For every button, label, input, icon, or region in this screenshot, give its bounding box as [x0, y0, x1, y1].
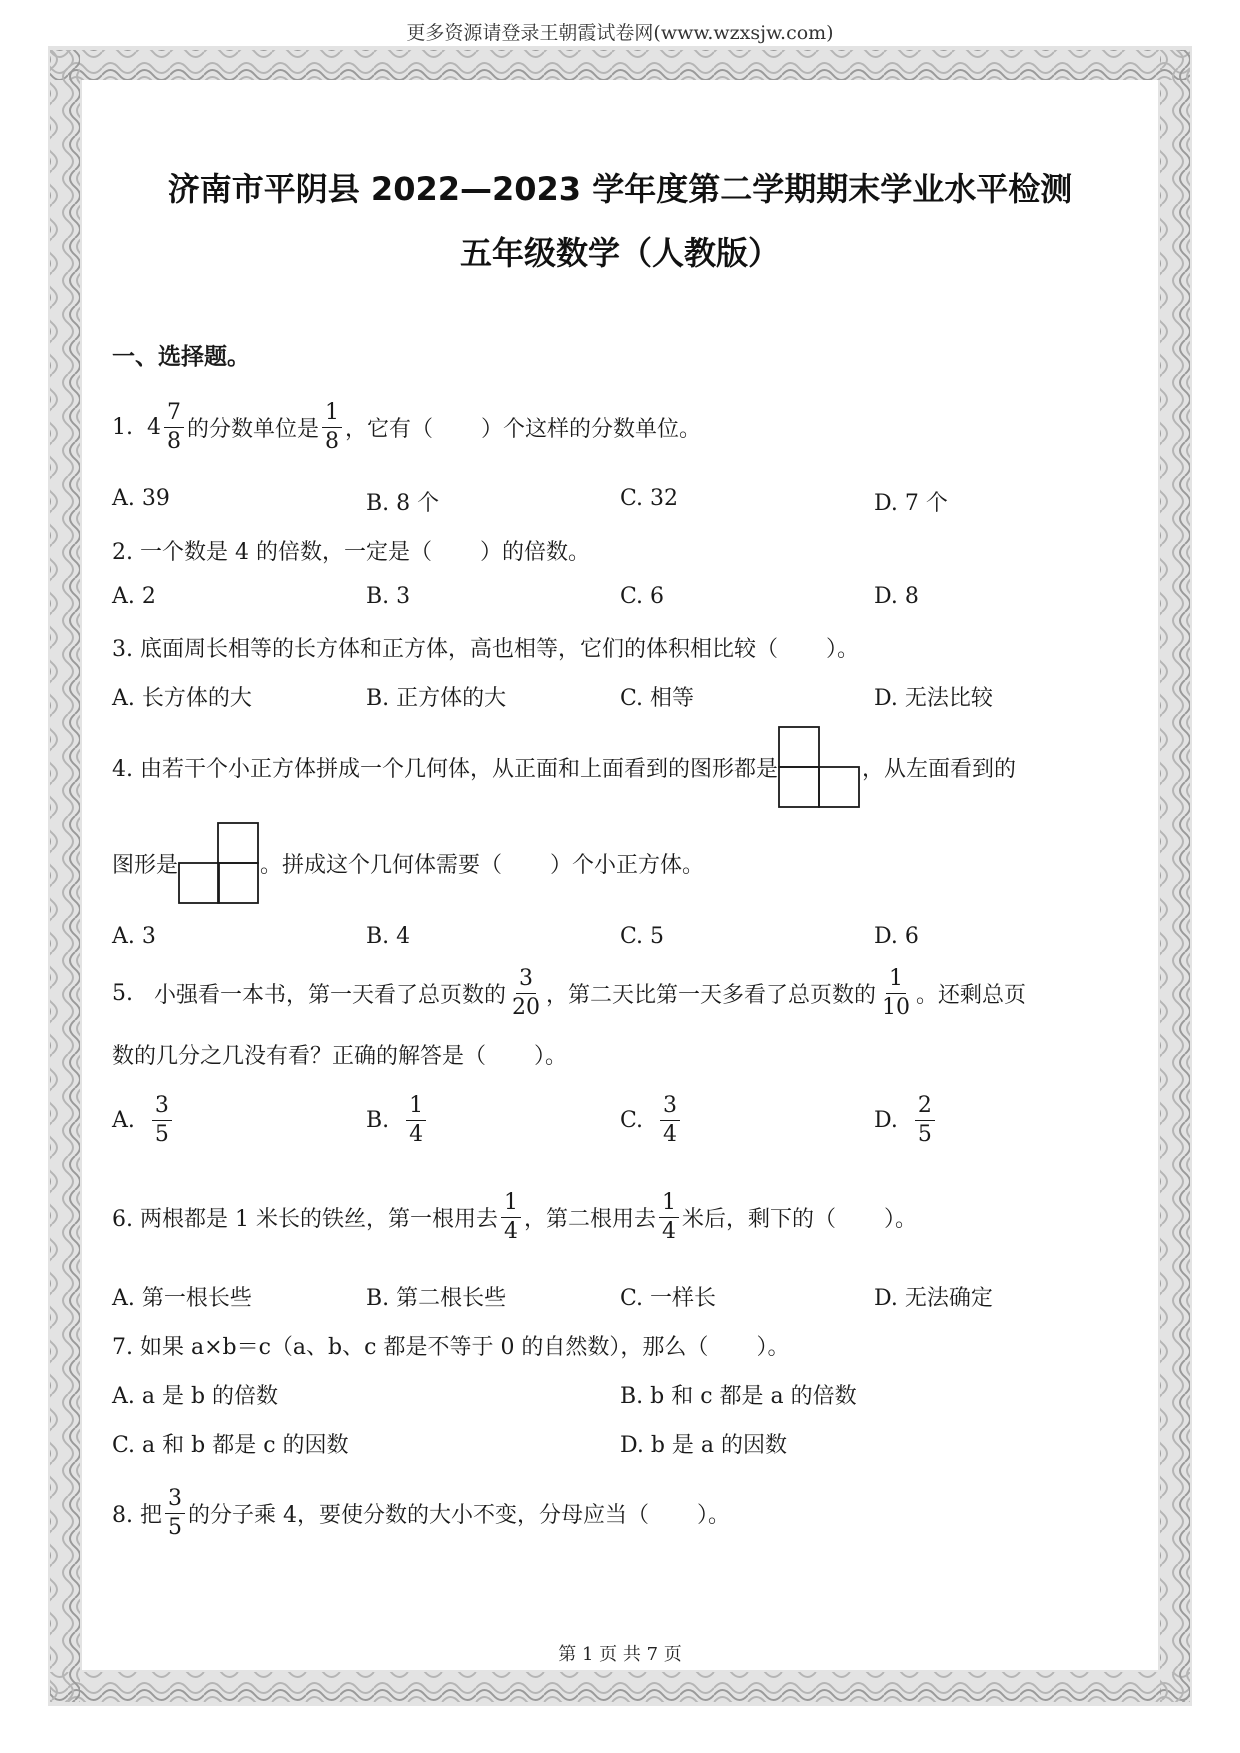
option-a[interactable]: A. 3: [112, 924, 156, 949]
left-view-figure: [178, 822, 260, 904]
fraction: $\frac{7}{8}$: [164, 402, 184, 453]
option-c[interactable]: C. a 和 b 都是 c 的因数: [112, 1433, 349, 1458]
fraction: $\frac{3}{5}$: [165, 1488, 185, 1539]
option-d[interactable]: D. 6: [874, 924, 919, 949]
question-2: 2. 一个数是 4 的倍数，一定是（ ）的倍数。: [112, 540, 590, 565]
option-a[interactable]: A. a 是 b 的倍数: [112, 1384, 279, 1409]
option-c[interactable]: C. 一样长: [620, 1286, 717, 1311]
option-c[interactable]: C. 32: [620, 486, 679, 511]
question-5: 5. 小强看一本书，第一天看了总页数的 $\frac{3}{20}$ ，第二天比第一天多看了总页数的 $\frac{1}{10}$ 。还剩总页: [112, 966, 1027, 1020]
option-b[interactable]: B. b 和 c 都是 a 的倍数: [620, 1384, 857, 1409]
front-top-view-figure: [778, 726, 862, 808]
option-c[interactable]: C. 6: [620, 584, 665, 609]
fraction: $\frac{1}{4}$: [659, 1192, 679, 1243]
option-b[interactable]: B. 正方体的大: [366, 686, 507, 711]
question-7: 7. 如果 a×b＝c（a、b、c 都是不等于 0 的自然数），那么（ ）。: [112, 1335, 790, 1360]
fraction: $\frac{3}{5}$: [152, 1095, 172, 1146]
option-c[interactable]: C. 5: [620, 924, 665, 949]
option-a[interactable]: A. 39: [112, 486, 170, 511]
question-8: 8. 把 $\frac{3}{5}$ 的分子乘 4，要使分数的大小不变，分母应当（ ）。: [112, 1486, 730, 1540]
question-5-continued: 数的几分之几没有看？正确的解答是（ ）。: [112, 1044, 568, 1069]
option-b[interactable]: B. 8 个: [366, 491, 440, 516]
fraction: $\frac{1}{4}$: [406, 1095, 426, 1146]
fraction: $\frac{1}{4}$: [501, 1192, 521, 1243]
page-footer: 第 1 页 共 7 页: [558, 1644, 682, 1665]
question-6: 6. 两根都是 1 米长的铁丝，第一根用去 $\frac{1}{4}$ ，第二根用去 $\frac{1}{4}$ 米后，剩下的（ ）。: [112, 1190, 918, 1244]
option-b[interactable]: B. 3: [366, 584, 411, 609]
fraction: $\frac{2}{5}$: [915, 1095, 935, 1146]
question-4-continued: 图形是 。拼成这个几何体需要（ ）个小正方体。: [112, 822, 704, 904]
question-3: 3. 底面周长相等的长方体和正方体，高也相等，它们的体积相比较（ ）。: [112, 637, 860, 662]
fraction: $\frac{3}{20}$: [512, 966, 540, 1020]
option-a[interactable]: A. 长方体的大: [112, 686, 252, 711]
option-d[interactable]: D. $\frac{2}{5}$: [874, 1095, 938, 1146]
option-c[interactable]: C. 相等: [620, 686, 695, 711]
option-d[interactable]: D. b 是 a 的因数: [620, 1433, 788, 1458]
question-4: 4. 由若干个小正方体拼成一个几何体，从正面和上面看到的图形都是 ，从左面看到的: [112, 726, 1016, 808]
question-1: 1. 4 $\frac{7}{8}$ 的分数单位是 $\frac{1}{8}$ ，它有（ ）个这样的分数单位。: [112, 400, 702, 454]
fraction: $\frac{1}{8}$: [322, 402, 342, 453]
option-d[interactable]: D. 无法比较: [874, 686, 993, 711]
option-b[interactable]: B. 第二根长些: [366, 1286, 507, 1311]
exam-subtitle: 五年级数学（人教版）: [459, 234, 780, 272]
option-d[interactable]: D. 7 个: [874, 491, 948, 516]
fraction: $\frac{1}{10}$: [882, 966, 911, 1020]
option-d[interactable]: D. 无法确定: [874, 1286, 993, 1311]
fraction: $\frac{3}{4}$: [660, 1095, 680, 1146]
header-url: 更多资源请登录王朝霞试卷网(www.wzxsjw.com): [406, 22, 834, 44]
section-heading-choice: 一、选择题。: [112, 344, 250, 370]
option-a[interactable]: A. 2: [112, 584, 156, 609]
option-b[interactable]: B. $\frac{1}{4}$: [366, 1095, 429, 1146]
option-c[interactable]: C. $\frac{3}{4}$: [620, 1095, 683, 1146]
option-a[interactable]: A. 第一根长些: [112, 1286, 252, 1311]
option-a[interactable]: A. $\frac{3}{5}$: [112, 1095, 175, 1146]
exam-title: 济南市平阴县 2022—2023 学年度第二学期期末学业水平检测: [167, 170, 1073, 208]
mixed-number: 4 $\frac{7}{8}$: [147, 402, 187, 453]
option-b[interactable]: B. 4: [366, 924, 411, 949]
option-d[interactable]: D. 8: [874, 584, 919, 609]
